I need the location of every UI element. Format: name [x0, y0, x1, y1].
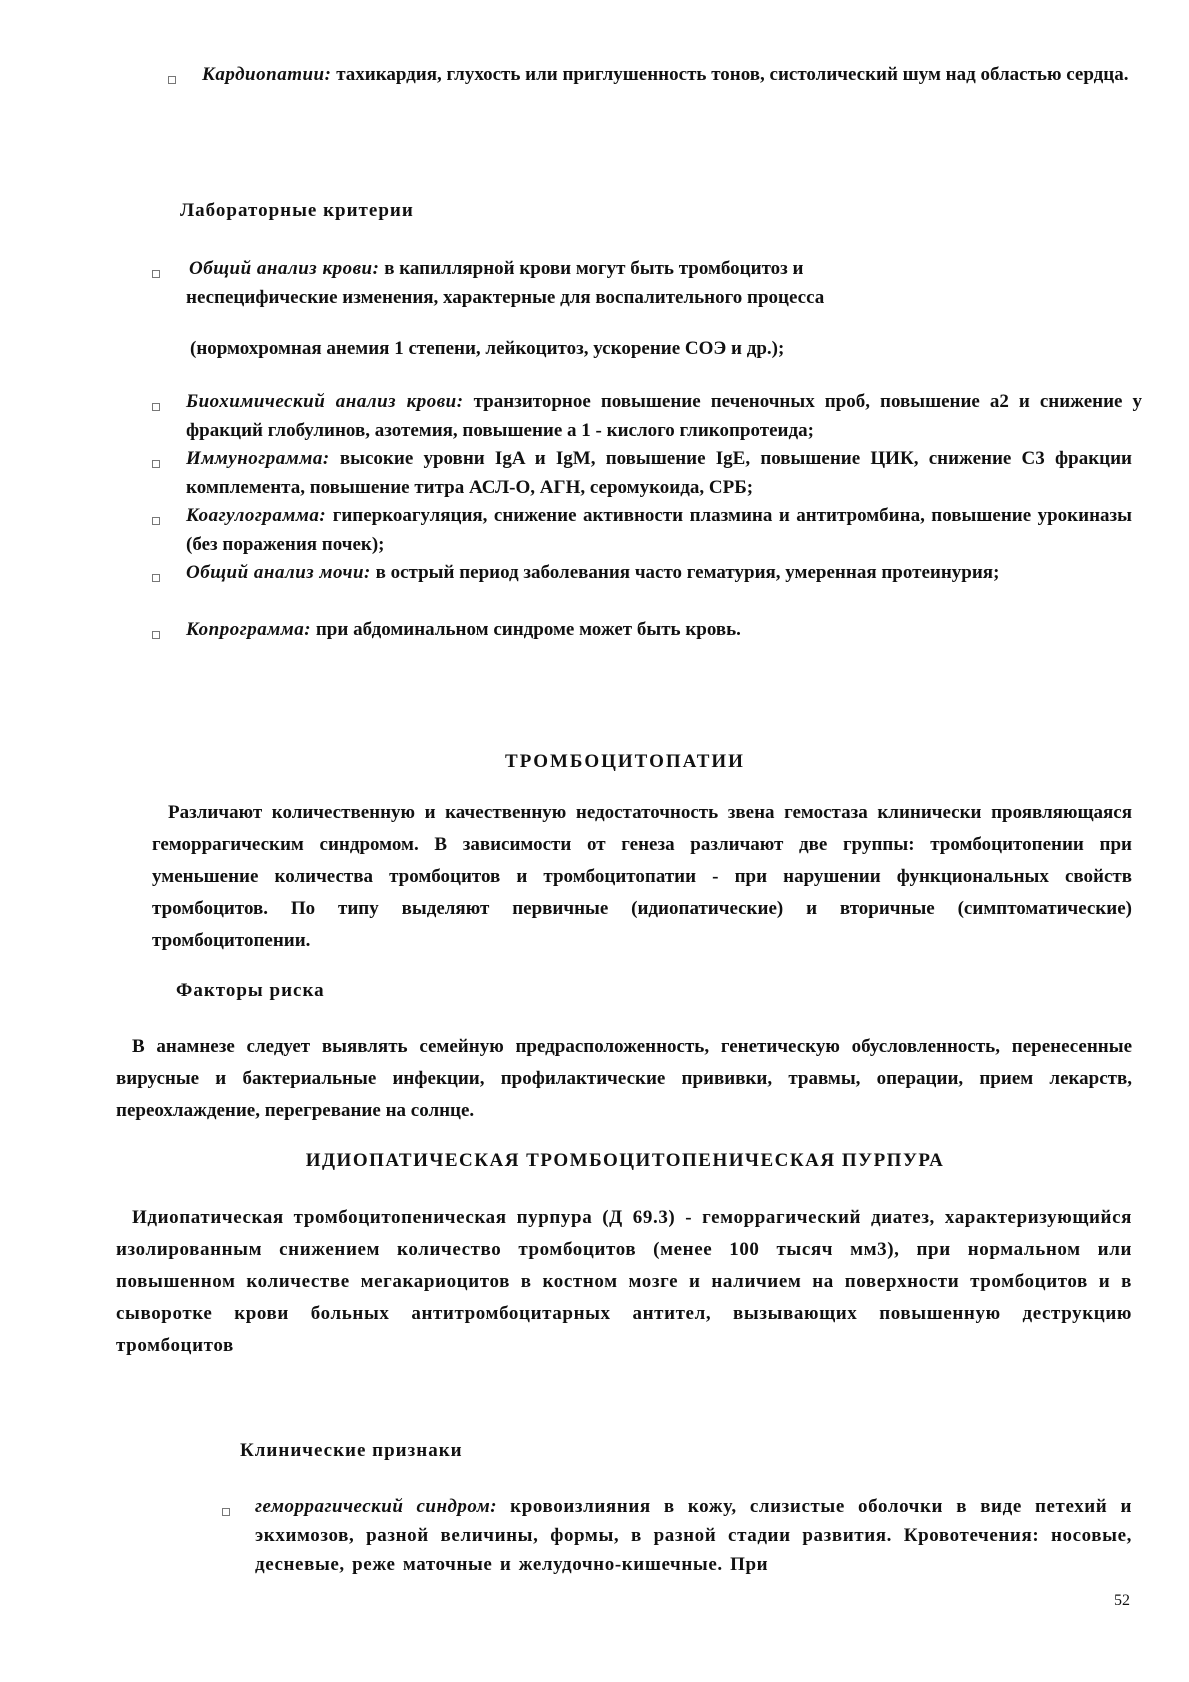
risk-heading: Факторы риска: [176, 980, 325, 1001]
bullet-marker: [152, 270, 160, 278]
lab-term: Иммунограмма:: [186, 448, 330, 469]
bullet-marker: [152, 517, 160, 525]
lab-term: Копрограмма:: [186, 619, 312, 640]
bullet-marker: [168, 76, 176, 84]
itp-paragraph: Идиопатическая тромбоцитопеническая пурпура (Д 69.3) - геморрагический диатез, характеризующийся изолированным снижением количество тромбоцитов (менее 100 тысяч мм3), при нормальном или повышенном количестве мегакариоцитов в костном мозге и наличием на поверхности тромбоцитов и в сыворотке крови больных антитромбоцитарных антител, вызывающих повышенную деструкцию тромбоцитов: [116, 1207, 1132, 1356]
lab-text: гиперкоагуляция, снижение активности плазмина и антитромбина, повышение урокиназы (без поражения почек);: [186, 505, 1132, 555]
cardio-term: Кардиопатии:: [202, 64, 332, 85]
lab-item-copro: [186, 615, 1132, 644]
lab-term: Общий анализ крови:: [189, 258, 380, 279]
bullet-marker: [152, 574, 160, 582]
bullet-marker: [152, 631, 160, 639]
lab-term: Коагулограмма:: [186, 505, 327, 526]
page-number: 52: [1114, 1592, 1130, 1609]
lab-term: Биохимический анализ крови:: [186, 391, 464, 412]
thrombo-paragraph: Различают количественную и качественную недостаточность звена гемостаза клинически проявляющаяся геморрагическим синдромом. В зависимости от генеза различают две группы: тромбоцитопении при уменьшение количества тромбоцитов и тромбоцитопатии - при нарушении функциональных свойств тромбоцитов. По типу выделяют первичные (идиопатические) и вторичные (симптоматические) тромбоцитопении.: [152, 802, 1132, 951]
lab-item-coag: [186, 501, 1132, 559]
clinical-text: кровоизлияния в кожу, слизистые оболочки в виде петехий и экхимозов, разной величины, формы, в разной стадии развития. Кровотечения: носовые, десневые, реже маточные и желудочно-кишечные. При: [255, 1496, 1132, 1575]
bullet-marker: [152, 460, 160, 468]
lab-text: при абдоминальном синдроме может быть кровь.: [311, 619, 741, 640]
cardio-item: [202, 60, 1132, 89]
clinical-heading: Клинические признаки: [240, 1440, 463, 1461]
lab-item-blood: [186, 254, 956, 312]
lab-text: в капиллярной крови могут быть тромбоцитоз и неспецифические изменения, характерные для воспалительного процесса: [186, 258, 825, 308]
risk-paragraph: В анамнезе следует выявлять семейную предрасположенность, генетическую обусловленность, перенесенные вирусные и бактериальные инфекции, профилактические прививки, травмы, операции, прием лекарств, переохлаждение, перегревание на солнце.: [116, 1036, 1132, 1121]
lab-text: высокие уровни IgA и IgM, повышение IgE, повышение ЦИК, снижение С3 фракции комплемента, повышение титра АСЛ-О, АГН, серомукоида, СРБ;: [186, 448, 1132, 498]
lab-term: Общий анализ мочи:: [186, 562, 371, 583]
cardio-text: тахикардия, глухость или приглушенность тонов, систолический шум над областью сердца.: [331, 64, 1129, 85]
lab-item-biochem: [186, 387, 1142, 445]
clinical-term: геморрагический синдром:: [255, 1496, 498, 1517]
clinical-item: [255, 1492, 1132, 1579]
lab-heading: Лабораторные критерии: [180, 200, 414, 221]
section-heading-thrombocytopathy: ТРОМБОЦИТОПАТИИ: [505, 751, 745, 772]
section-heading-itp: ИДИОПАТИЧЕСКАЯ ТРОМБОЦИТОПЕНИЧЕСКАЯ ПУРПУРА: [305, 1150, 945, 1171]
bullet-marker: [152, 403, 160, 411]
bullet-marker: [222, 1508, 230, 1516]
lab-item-immuno: [186, 444, 1132, 502]
lab-item-urine: [186, 558, 1132, 587]
lab-text: транзиторное повышение печеночных проб, повышение а2 и снижение у фракций глобулинов, азотемия, повышение а 1 - кислого гликопротеида;: [186, 391, 1142, 441]
lab-continuation: (нормохромная анемия 1 степени, лейкоцитоз, ускорение СОЭ и др.);: [190, 338, 785, 359]
lab-text: в острый период заболевания часто гематурия, умеренная протеинурия;: [370, 562, 1000, 583]
